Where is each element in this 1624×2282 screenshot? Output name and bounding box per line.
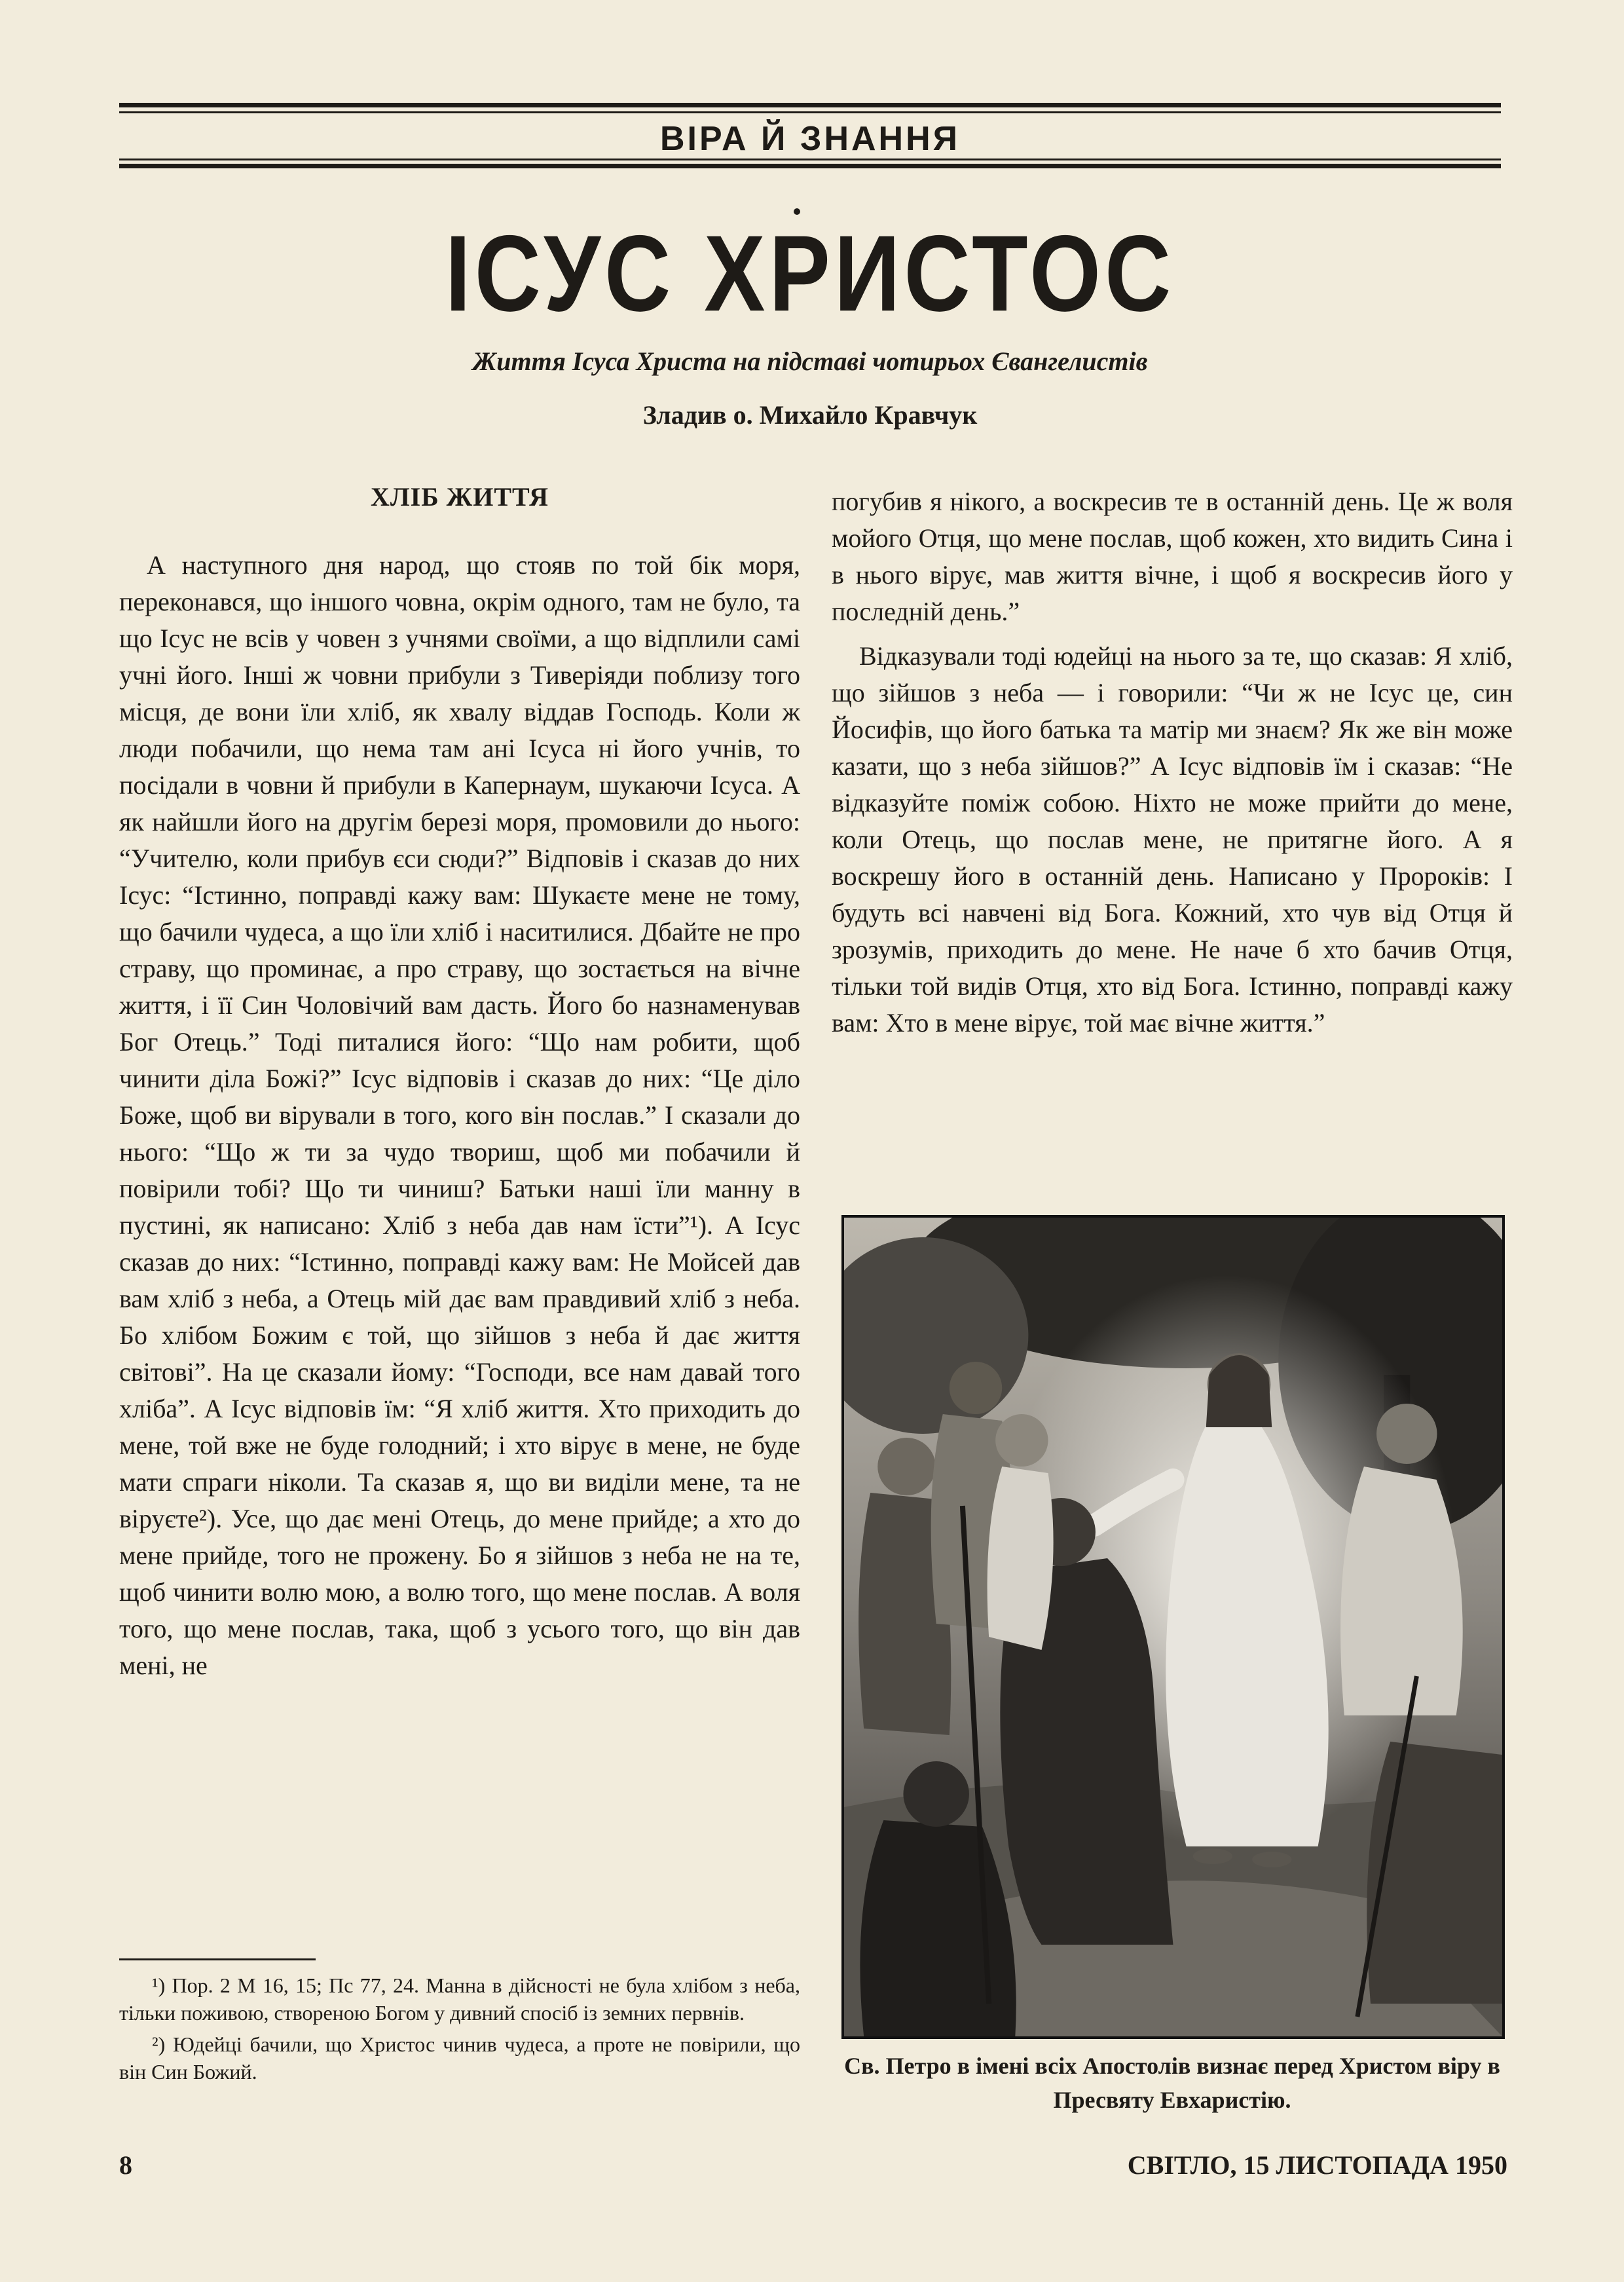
right-column-paragraph-1: погубив я нікого, а воскресив те в останній день. Це ж воля мойого Отця, що мене послав, щоб кожен, хто видить Сина і в нього вірує, мав життя вічне, і щоб я воскресив його у последній день.” xyxy=(832,487,1513,626)
header-rule-bottom-thin xyxy=(119,159,1501,160)
right-column xyxy=(832,483,1513,1041)
header-rule-bottom xyxy=(119,164,1501,168)
illustration-christ-with-apostles xyxy=(841,1215,1505,2039)
footnotes xyxy=(119,1972,800,2086)
figure-caption: Св. Петро в імені всіх Апостолів визнає перед Христом віру в Пресвяту Евхаристію. xyxy=(844,2053,1500,2113)
section-heading: ХЛІБ ЖИТТЯ xyxy=(370,482,549,512)
article-subtitle: Життя Ісуса Христа на підставі чотирьох Євангелистів xyxy=(472,346,1148,376)
header-rule-top-thin xyxy=(119,111,1501,113)
header-rule-top xyxy=(119,103,1501,107)
footnote-2: ²) Юдейці бачили, що Христос чинив чудеса, а проте не повірили, що він Син Божий. xyxy=(119,2032,800,2084)
article-title: ІСУС ХРИСТОС xyxy=(445,212,1175,334)
illustration-image xyxy=(844,1218,1502,2036)
publication-date-line: СВІТЛО, 15 ЛИСТОПАДА 1950 xyxy=(1127,2150,1507,2180)
footnote-1: ¹) Пор. 2 М 16, 15; Пс 77, 24. Манна в дійсності не була хлібом з неба, тільки поживою, створеною Богом у дивний спосіб із земних первнів. xyxy=(119,1973,800,2025)
article-author: Зладив о. Михайло Кравчук xyxy=(642,400,978,430)
footnote-divider xyxy=(119,1958,316,1960)
right-column-paragraph-2: Відказували тоді юдейці на нього за те, що сказав: Я хліб, що зійшов з неба — і говорили: “Чи ж не Ісус це, син Йосифів, що його батька та матір ми знаєм? Як же він може казати, що з неба зійшов?” А Ісус відповів їм і сказав: “Не відказуйте поміж собою. Ніхто не може прийти до мене, коли Отець, що послав мене, не притягне його. А я воскрешу його в останній день. Написано у Пророків: І будуть всі навчені від Бога. Кожний, хто чув від Отця й зрозумів, приходить до мене. Не наче б хто бачив Отця, тільки той видів Отця, хто від Бога. Істинно, поправді кажу вам: Хто в мене вірує, той має вічне життя.” xyxy=(832,641,1513,1038)
page-number: 8 xyxy=(119,2150,132,2180)
section-title: ВІРА Й ЗНАННЯ xyxy=(659,120,961,158)
left-column-text: А наступного дня народ, що стояв по той бік моря, переконався, що іншого човна, окрім одного, там не було, та що Ісус не всів у човен з учнями своїми, а що відплили самі учні його. Інші ж човни прибули з Тиверіяди поблизу того місця, де вони їли хліб, як хвалу віддав Господь. Коли ж люди побачили, що нема там ані Ісуса ні його учнів, то посідали в човни й прибули в Капернаум, шукаючи Ісуса. А як найшли його на другім березі моря, промовили до нього: “Учителю, коли прибув єси сюди?” Відповів і сказав до них Ісус: “Істинно, поправді кажу вам: Шукаєте мене не тому, що бачили чудеса, а що їли хліб і наситилися. Дбайте не про страву, що проминає, а про страву, що зостається на вічне життя, і її Син Чоловічий вам дасть. Його бо назнаменував Бог Отець.” Тоді питалися його: “Що нам робити, щоб чинити діла Божі?” Ісус відповів і сказав до них: “Це діло Боже, щоб ви вірували в того, кого він послав.” І сказали до нього: “Що ж ти за чудо твориш, щоб ми побачили й повірили тобі? Що ти чиниш? Батьки наші їли манну в пустині, як написано: Хліб з неба дав нам їсти”¹). А Ісус сказав до них: “Істинно, поправді кажу вам: Не Мойсей дав вам хліб з неба, а Отець мій дає вам правдивий хліб з неба. Бо хлібом Божим є той, що зійшов з неба й дає життя світові”. На це сказали йому: “Господи, все нам давай того хліба”. А Ісус відповів їм: “Я хліб життя. Хто приходить до мене, той вже не буде голодний; і хто вірує в мене, не буде мати спраги ніколи. Та сказав я, що ви виділи мене, та не віруєте²). Усе, що дає мені Отець, до мене прийде; а хто до мене прийде, того не прожену. Бо я зійшов з неба не на те, щоб чинити волю мою, а волю того, що мене послав. А воля того, що мене послав, така, щоб з усього того, що він дав мені, не xyxy=(119,550,800,1680)
